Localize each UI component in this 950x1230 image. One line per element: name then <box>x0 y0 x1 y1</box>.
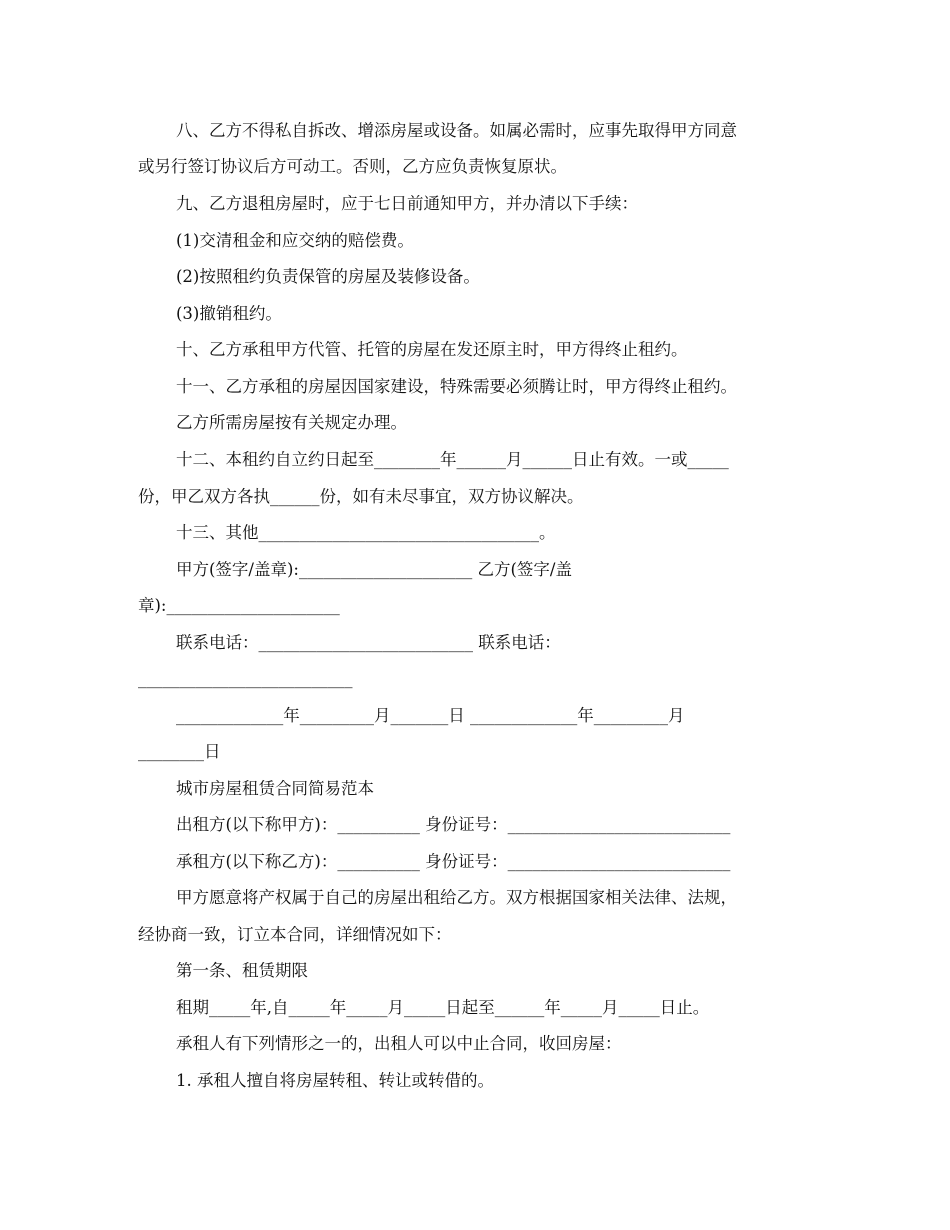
date-line-2: ________日 <box>138 742 221 761</box>
phone-line-2: __________________________ <box>138 669 353 688</box>
intro-line-2: 经协商一致，订立本合同，详细情况如下： <box>138 925 452 944</box>
signature-line-2: 章):_____________________ <box>138 596 340 615</box>
clause-9: 九、乙方退租房屋时，应于七日前通知甲方，并办清以下手续： <box>176 194 638 213</box>
clause-12-line-2: 份，甲乙双方各执______份，如有未尽事宜，双方协议解决。 <box>138 487 584 506</box>
lease-term-line: 租期_____年,自_____年_____月_____日起至______年_____月_____日止。 <box>176 998 710 1017</box>
phone-line-1: 联系电话：__________________________ 联系电话： <box>176 633 561 652</box>
clause-9-item-2: (2)按照租约负责保管的房屋及装修设备。 <box>176 267 480 286</box>
clause-8-line-2: 或另行签订协议后方可动工。否则，乙方应负责恢复原状。 <box>138 157 567 176</box>
clause-9-item-1: (1)交清租金和应交纳的赔偿费。 <box>176 231 414 250</box>
intro-line-1: 甲方愿意将产权属于自己的房屋出租给乙方。双方根据国家相关法律、法规， <box>176 888 737 907</box>
section-title: 城市房屋租赁合同简易范本 <box>176 779 374 798</box>
clause-13: 十三、其他__________________________________。 <box>176 523 556 542</box>
clause-10: 十、乙方承租甲方代管、托管的房屋在发还原主时，甲方得终止租约。 <box>176 340 688 359</box>
clause-8-line-1: 八、乙方不得私自拆改、增添房屋或设备。如属必需时，应事先取得甲方同意 <box>176 121 737 140</box>
date-line-1: _____________年_________月_______日 _____________年_________月 <box>176 706 685 725</box>
lessee-line: 承租方(以下称乙方)：__________ 身份证号：___________________________ <box>176 852 731 871</box>
termination-item-1: 1. 承租人擅自将房屋转租、转让或转借的。 <box>176 1071 494 1090</box>
lessor-line: 出租方(以下称甲方)：__________ 身份证号：___________________________ <box>176 815 731 834</box>
termination-intro: 承租人有下列情形之一的，出租人可以中止合同，收回房屋： <box>176 1034 622 1053</box>
signature-line-1: 甲方(签字/盖章):_____________________ 乙方(签字/盖 <box>176 560 572 579</box>
clause-11-line-2: 乙方所需房屋按有关规定办理。 <box>176 413 407 432</box>
clause-12-line-1: 十二、本租约自立约日起至________年______月______日止有效。一或_____ <box>176 450 729 469</box>
article-1-heading: 第一条、租赁期限 <box>176 961 308 980</box>
clause-11-line-1: 十一、乙方承租的房屋因国家建设，特殊需要必须腾让时，甲方得终止租约。 <box>176 377 737 396</box>
clause-9-item-3: (3)撤销租约。 <box>176 304 282 323</box>
